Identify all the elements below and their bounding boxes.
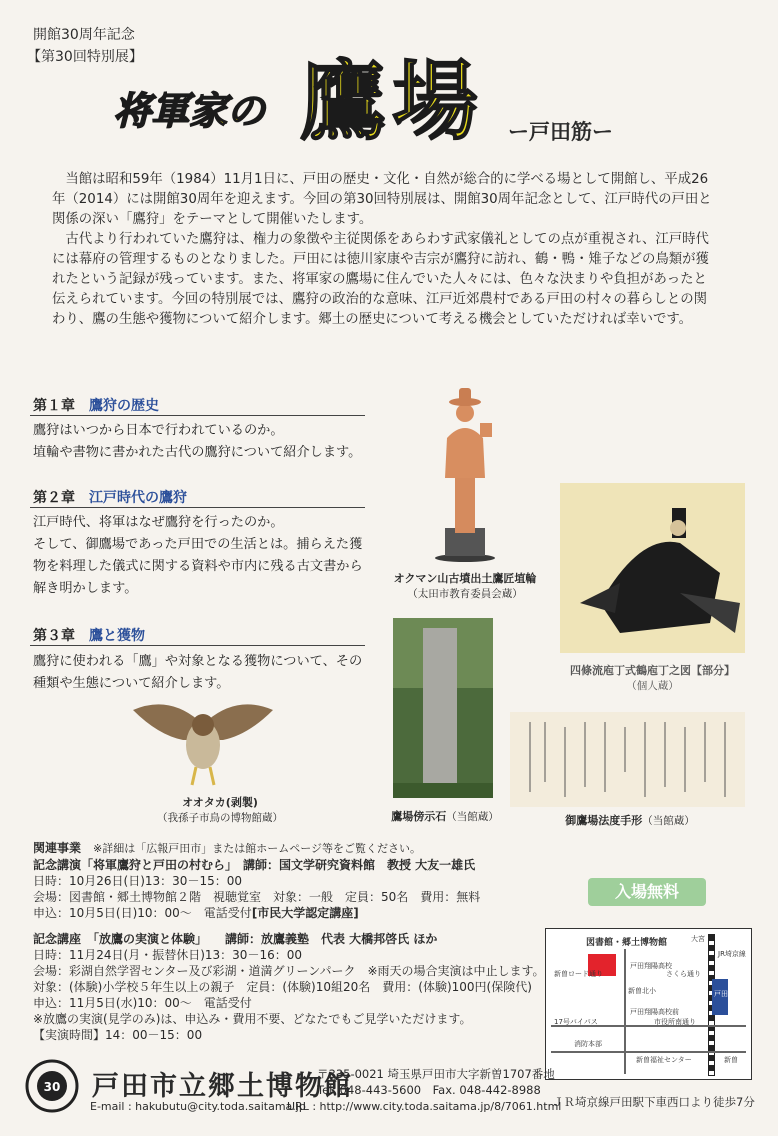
museum-url[interactable]: URL : http://www.city.toda.saitama.jp/8/7061.html (287, 1100, 562, 1113)
intro-text (52, 170, 720, 330)
title-shogunke: 将軍家の (113, 88, 266, 133)
lecture-title: 記念講演「将軍鷹狩と戸田の村むら」 講師：国文学研究資料館 教授 大友一雄氏 (33, 858, 476, 872)
demo-title: 記念講座 「放鷹の実演と体験」 講師：放鷹義塾 代表 大橋邦啓氏 ほか (33, 932, 438, 946)
scroll-caption (555, 662, 750, 693)
demo-time: 【実演時間】14：00－15：00 (33, 1028, 203, 1042)
chapter-3-body (33, 651, 378, 695)
chapter-3-line: 鷹狩に使われる「鷹」や対象となる獲物について、その (33, 654, 363, 669)
map-label-omiya: 大宮 (691, 935, 705, 943)
map-label-1: 戸田翔陽高校 (630, 962, 672, 970)
lecture-apply: 申込：10月5日(日)10：00～ 電話受付 (33, 906, 252, 920)
document-caption-title: 御鷹場法度手形 (565, 814, 643, 827)
scroll-caption-owner: （個人蔵） (626, 680, 679, 692)
takaba-document-image (510, 712, 745, 807)
chapter-2-line: そして、御鷹場であった戸田での生活とは。捕らえた獲 (33, 537, 363, 552)
road-v1 (624, 949, 626, 1074)
lecture-apply-row (33, 905, 545, 921)
chapter-2-line: 江戸時代、将軍はなぜ鷹狩を行ったのか。 (33, 515, 284, 530)
chapter-3-line: 種類や生態について紹介します。 (33, 676, 230, 691)
owl-caption (140, 794, 300, 825)
map-title: 図書館・郷土博物館 (586, 938, 668, 948)
demo-target: 対象：(体験)小学校５年生以上の親子 定員：(体験)10組20名 費用：(体験)100円(保険代) (33, 980, 532, 994)
chapter-2-rule (30, 507, 365, 508)
map-label-toda-station: 戸田駅 (714, 990, 735, 998)
intro-paragraph-1: 当館は昭和59年（1984）11月1日に、戸田の歴史・文化・自然が総合的に学べる場として開館し、平成26年（2014）には開館30周年を迎えます。今回の第30回特別展は、開館30周年記念として、江戸時代の戸田と関係の深い「鷹狩」をテーマとして開催いたします。 (52, 172, 712, 227)
map-label-5: 17号バイパス (554, 1018, 598, 1026)
map-label-6: 消防本部 (574, 1040, 602, 1048)
document-caption-owner: （当館蔵） (642, 815, 695, 827)
title-takaba: 鷹場 (300, 51, 484, 152)
stone-caption-title: 鷹場傍示石 (391, 810, 447, 823)
map-label-2: 新曽北小 (628, 987, 656, 995)
haniwa-caption-owner: （太田市教育委員会蔵） (407, 588, 523, 600)
events-heading-row (33, 840, 545, 857)
chapter-3-name: 鷹と獲物 (89, 628, 145, 644)
chapter-2-name: 江戸時代の鷹狩 (89, 490, 187, 506)
events-section (33, 840, 545, 1043)
haniwa-caption-title: オクマン山古墳出土鷹匠埴輪 (393, 572, 537, 585)
stone-caption-owner: （当館蔵） (446, 811, 499, 823)
goshawk-image (128, 695, 278, 790)
map-label-8: 新曽 (724, 1056, 738, 1064)
museum-tel-fax: Tel. 048-443-5600 Fax. 048-442-8988 (317, 1083, 541, 1097)
chapter-2-line: 物を料理した儀式に関する資料や市内に残る古文書から (33, 559, 363, 574)
title-subtitle: ー戸田筋ー (508, 119, 613, 144)
demo-note: ※放鷹の実演(見学のみ)は、申込み・費用不要、どなたでもご見学いただけます。 (33, 1012, 472, 1026)
chapter-3-heading (33, 625, 145, 645)
haniwa-caption (380, 570, 550, 601)
chapter-1-heading (33, 395, 159, 415)
lecture-venue: 会場：図書館・郷土博物館２階 視聴覚室 対象：一般 定員：50名 費用：無料 (33, 890, 481, 904)
chapter-2-line: 解き明かします。 (33, 581, 138, 596)
map-label-10: さくら通り (666, 970, 701, 978)
road-h2 (551, 1051, 746, 1053)
events-note: ※詳細は「広報戸田市」または館ホームページ等をご覧ください。 (93, 842, 422, 855)
intro-paragraph-2: 古代より行われていた鷹狩は、権力の象徴や主従関係をあらわす武家儀礼としての点が重視され、江戸時代には幕府の管理するものとなりました。戸田には徳川家康や吉宗が鷹狩に訪れ、鶴・鴨・雉子などの鳥類が獲れたという記録が残っています。また、将軍家の鷹場に住んでいた人々には、色々な決まりや負担があったと伝えられています。今回の特別展では、鷹狩の政治的な意味、江戸近郊農村である戸田の村々の暮らしとの関わり、鷹の生態や獲物について紹介します。郷土の歴史について考える機会としていただければ幸いです。 (52, 232, 709, 327)
museum-address: 〒335-0021 埼玉県戸田市大字新曽1707番地 (317, 1067, 555, 1081)
demo-date: 日時：11月24日(月・振替休日)13：30－16：00 (33, 948, 302, 962)
museum-name: 戸田市立郷土博物館 (92, 1071, 353, 1102)
chapter-1-rule (30, 415, 365, 416)
map-label-7: 新曽福祉センター (636, 1056, 692, 1064)
map-caption: ＪＲ埼京線戸田駅下車西口より徒歩7分 (552, 1095, 755, 1109)
stone-caption (380, 808, 510, 824)
map-label-saikyo: JR埼京線 (718, 950, 746, 958)
map-label-9: 新曽ロード通り (554, 970, 603, 978)
chapter-1-name: 鷹狩の歴史 (89, 398, 159, 414)
chapter-1-number: 第１章 (33, 398, 75, 414)
chapter-1-line: 埴輪や書物に書かれた古代の鷹狩について紹介します。 (33, 445, 362, 460)
map-label-3: 戸田翔陽高校前 (630, 1008, 679, 1016)
anniversary-logo (22, 1058, 82, 1116)
chapter-2-number: 第２章 (33, 490, 75, 506)
chapter-2-body (33, 512, 378, 600)
lecture-tag: [市民大学認定講座] (251, 906, 359, 920)
chapter-3-number: 第３章 (33, 628, 75, 644)
scroll-painting-image (560, 483, 745, 653)
haniwa-image (425, 378, 510, 563)
header-line2: 【第30回特別展】 (27, 49, 143, 65)
chapter-2-heading (33, 487, 187, 507)
header-line1: 開館30周年記念 (33, 27, 135, 43)
map-label-4: 市役所南通り (654, 1018, 696, 1026)
scroll-caption-title: 四條流庖丁式鶴庖丁之図【部分】 (570, 664, 735, 677)
museum-email[interactable]: E-mail : hakubutu@city.toda.saitama.jp (90, 1100, 306, 1113)
svg-text:30: 30 (43, 1080, 61, 1094)
document-caption (555, 812, 705, 828)
chapter-1-body (33, 420, 373, 464)
admission-free-badge: 入場無料 (588, 878, 706, 906)
chapter-1-line: 鷹狩はいつから日本で行われているのか。 (33, 423, 284, 438)
events-heading: 関連事業 (33, 841, 82, 855)
owl-caption-title: オオタカ(剥製) (182, 796, 258, 809)
demo-venue: 会場：彩湖自然学習センター及び彩湖・道満グリーンパーク ※雨天の場合実演は中止します。 (33, 964, 545, 978)
chapter-3-rule (30, 645, 365, 646)
lecture-date: 日時：10月26日(日)13：30－15：00 (33, 874, 242, 888)
demo-apply: 申込：11月5日(水)10：00～ 電話受付 (33, 996, 252, 1010)
owl-caption-owner: （我孫子市鳥の博物館蔵） (157, 812, 283, 824)
access-map (545, 928, 752, 1080)
boundary-stone-image (393, 618, 493, 798)
